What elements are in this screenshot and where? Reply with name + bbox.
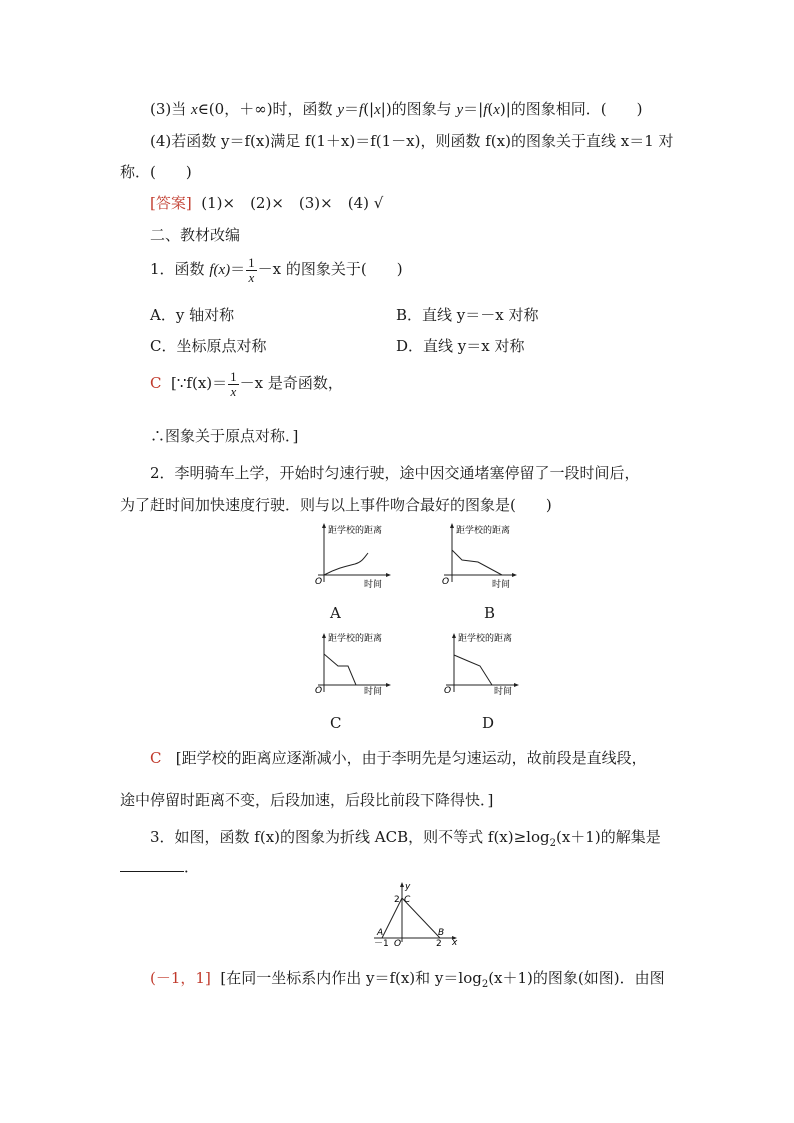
q3-text: |)的图象与 — [380, 100, 457, 118]
p3-solution — [150, 967, 665, 990]
statement-4-line1: (4)若函数 y＝f(x)满足 f(1＋x)＝f(1－x)，则函数 f(x)的图象关于直线 x＝1 对 — [150, 132, 674, 150]
q3-var: f — [483, 102, 488, 118]
q3-text: (| — [363, 100, 375, 118]
p1-sol-frac-den: x — [230, 383, 237, 399]
p3-text: 3．如图，函数 f(x)的图象为折线 ACB，则不等式 f(x)≥log — [150, 828, 550, 846]
graph-d-origin: O — [444, 686, 452, 696]
statement-3 — [150, 98, 643, 119]
q3-text: (3)当 — [150, 100, 192, 118]
graph-c-ylabel: 距学校的距离 — [328, 634, 383, 644]
graph-c-xlabel: 时间 — [364, 687, 383, 697]
p1-frac-num: 1 — [248, 255, 255, 270]
answer-tag: [答案] — [150, 194, 192, 212]
q3-text: )|的图象相同．( ) — [499, 100, 643, 118]
q3-var: f — [359, 102, 364, 118]
graph-acb — [368, 880, 460, 946]
graph-d — [440, 630, 520, 700]
q3-text: ∈(0，＋∞)时，函数 — [197, 100, 338, 118]
problem-3-line2 — [120, 856, 199, 877]
graph-acb-point-a: A — [377, 928, 384, 938]
p1-sol-fraction — [228, 370, 239, 398]
p2-solution-line1 — [150, 747, 647, 768]
q3-text: ＝| — [463, 100, 484, 118]
graph-b-ylabel: 距学校的距离 — [456, 526, 511, 536]
graph-a — [312, 520, 392, 590]
p3-text: ． — [184, 858, 200, 876]
p1-sol-text: [∵f(x)＝ — [171, 374, 228, 393]
p3-answer: (－1，1] — [150, 969, 211, 987]
graph-d-ylabel: 距学校的距离 — [458, 634, 513, 644]
choice-label-b: B — [484, 604, 496, 622]
p3-sol-log-base: 2 — [481, 979, 489, 990]
choice-label-d: D — [482, 714, 495, 732]
graph-acb-origin: O — [394, 939, 402, 946]
p1-option-c: C．坐标原点对称 — [150, 337, 267, 355]
p2-answer-letter: C — [150, 749, 162, 767]
graph-a-xlabel: 时间 — [364, 580, 383, 590]
p1-option-a: A．y 轴对称 — [150, 306, 235, 324]
section-title: 二、教材改编 — [150, 226, 241, 244]
p1-text: 1．函数 — [150, 260, 210, 279]
graph-a-ylabel: 距学校的距离 — [328, 526, 383, 536]
answer-blank — [120, 857, 184, 872]
q3-text: ( — [487, 100, 494, 118]
p1-option-b: B．直线 y＝－x 对称 — [396, 306, 539, 324]
p1-text: －x 的图象关于( ) — [257, 260, 403, 279]
graph-b — [438, 520, 518, 590]
graph-a-origin: O — [315, 577, 323, 587]
p2-sol-text: [距学校的距离应逐渐减小，由于李明先是匀速运动，故前段是直线段， — [175, 749, 647, 767]
problem-1-stem — [150, 256, 403, 284]
p1-option-d: D．直线 y＝x 对称 — [396, 337, 525, 355]
p1-sol-text: －x 是奇函数， — [239, 374, 343, 393]
problem-3-line1 — [150, 826, 661, 849]
p3-log-base: 2 — [549, 838, 556, 849]
q3-var: x — [191, 102, 198, 118]
graph-acb-ylabel: y — [405, 882, 411, 892]
graph-c — [312, 630, 392, 700]
p1-text: ＝ — [230, 260, 246, 279]
graph-acb-xlabel: x — [452, 938, 458, 946]
graph-c-origin: O — [315, 686, 323, 696]
q3-var: y — [337, 102, 344, 118]
p1-frac-den: x — [248, 269, 255, 285]
graph-b-xlabel: 时间 — [492, 580, 511, 590]
graph-acb-point-b: B — [438, 928, 445, 938]
graph-acb-tick-2x: 2 — [436, 939, 442, 946]
p1-fx: f(x) — [209, 262, 231, 279]
p3-sol-text: (x＋1)的图象(如图)．由图 — [488, 969, 665, 987]
p3-sol-text: [在同一坐标系内作出 y＝f(x)和 y＝log — [220, 969, 482, 987]
q3-text: ＝ — [344, 100, 360, 118]
graph-d-xlabel: 时间 — [494, 687, 513, 697]
graph-acb-point-c: C — [404, 895, 411, 905]
graph-acb-tick-neg1: －1 — [374, 939, 389, 946]
answer-line — [150, 192, 383, 213]
problem-2-line2: 为了赶时间加快速度行驶．则与以上事件吻合最好的图象是( ) — [120, 496, 552, 514]
p1-fraction — [246, 256, 257, 284]
choice-label-c: C — [330, 714, 342, 732]
p1-solution-line2: ∴图象关于原点对称．] — [150, 427, 299, 445]
p1-solution — [150, 370, 343, 398]
p2-solution-line2: 途中停留时距离不变，后段加速，后段比前段下降得快．] — [120, 791, 494, 809]
answer-items: (1)× (2)× (3)× (4) √ — [201, 194, 384, 212]
p1-answer-letter: C — [150, 374, 162, 393]
choice-label-a: A — [330, 604, 341, 622]
statement-4-line2: 称．( ) — [120, 163, 192, 181]
q3-var: y — [456, 102, 464, 118]
graph-acb-tick-2y: 2 — [394, 895, 400, 905]
q3-var: x — [374, 102, 381, 118]
problem-2-line1: 2．李明骑车上学，开始时匀速行驶，途中因交通堵塞停留了一段时间后， — [150, 464, 640, 482]
q3-var: x — [493, 102, 500, 118]
graph-b-origin: O — [442, 577, 450, 587]
p1-sol-frac-num: 1 — [230, 369, 237, 384]
p3-text: (x＋1)的解集是 — [556, 828, 661, 846]
